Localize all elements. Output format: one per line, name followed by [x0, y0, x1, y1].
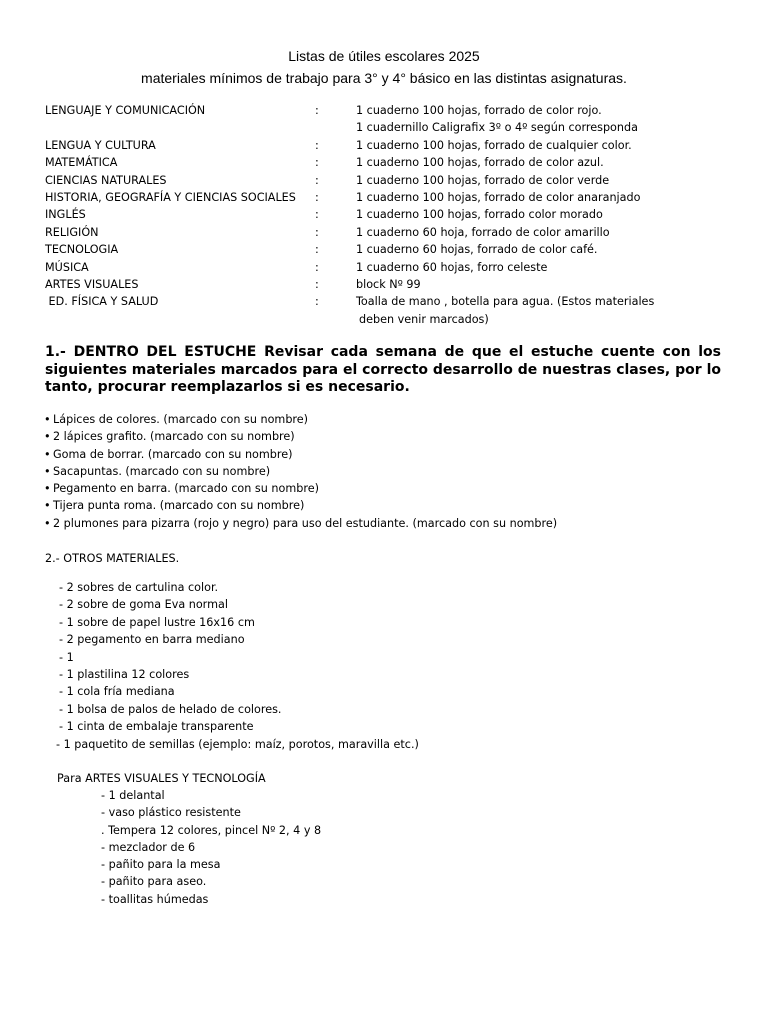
- pencil-case-section-heading: 1.- DENTRO DEL ESTUCHE Revisar cada semana de que el estuche cuente con los siguientes materiales marcados para el correcto desarrollo de nuestras clases, por lo tanto, procurar reemplazarlos si es necesario.: [45, 344, 721, 395]
- list-item: [44, 446, 744, 463]
- page-subtitle: materiales mínimos de trabajo para 3° y 4° básico en las distintas asignaturas.: [141, 70, 627, 86]
- pencil-case-list: [44, 411, 744, 532]
- subject-materials-continuation: deben venir marcados): [359, 312, 489, 326]
- bullet-icon: •: [44, 482, 51, 496]
- subject-colon: :: [315, 173, 319, 187]
- subject-name: LENGUAJE Y COMUNICACIÓN: [45, 104, 206, 117]
- other-materials-list: [56, 579, 709, 753]
- subject-colon: :: [315, 156, 319, 170]
- subject-materials: 1 cuaderno 100 hojas, forrado color morado: [356, 208, 603, 222]
- subject-materials: 1 cuaderno 60 hojas, forro celeste: [356, 260, 548, 274]
- subject-colon: :: [315, 225, 319, 239]
- subject-colon: :: [315, 243, 319, 257]
- list-item: - 1 plastilina 12 colores: [59, 667, 190, 681]
- subject-row: [45, 189, 745, 206]
- subject-row: [45, 172, 745, 189]
- subject-colon: :: [315, 208, 319, 222]
- list-item: - 1 cola fría mediana: [59, 685, 175, 699]
- subject-colon: :: [315, 260, 319, 274]
- subject-colon: :: [315, 277, 319, 291]
- subject-name: INGLÉS: [45, 208, 86, 222]
- art-technology-heading: Para ARTES VISUALES Y TECNOLOGÍA: [57, 772, 266, 785]
- subject-row: [45, 241, 745, 258]
- list-item-text: Tijera punta roma. (marcado con su nombre): [53, 499, 305, 513]
- subject-materials: 1 cuaderno 100 hojas, forrado de color rojo.: [356, 104, 602, 117]
- other-materials-heading: 2.- OTROS MATERIALES.: [45, 552, 180, 565]
- subject-materials: 1 cuaderno 60 hojas, forrado de color café.: [356, 243, 598, 257]
- list-item: [44, 428, 744, 445]
- subject-row: [45, 137, 745, 154]
- subject-row: [45, 259, 745, 276]
- list-item: - pañito para la mesa: [101, 858, 221, 872]
- subject-name: MATEMÁTICA: [45, 156, 118, 170]
- subject-name: ARTES VISUALES: [45, 277, 139, 291]
- subject-materials: 1 cuaderno 60 hoja, forrado de color amarillo: [356, 225, 610, 239]
- list-item: - 1 sobre de papel lustre 16x16 cm: [59, 615, 255, 629]
- subject-name: TECNOLOGIA: [45, 243, 119, 257]
- list-item-text: Goma de borrar. (marcado con su nombre): [53, 447, 293, 461]
- subject-colon: :: [315, 104, 319, 117]
- list-item: . Tempera 12 colores, pincel Nº 2, 4 y 8: [101, 823, 322, 837]
- subject-name: LENGUA Y CULTURA: [45, 138, 156, 152]
- list-item: - 2 sobre de goma Eva normal: [59, 598, 228, 612]
- subject-colon: :: [315, 190, 319, 204]
- subject-materials: 1 cuaderno 100 hojas, forrado de cualquier color.: [356, 138, 632, 152]
- subject-name: RELIGIÓN: [45, 225, 99, 239]
- list-item: [44, 497, 744, 514]
- list-item-text: 2 lápices grafito. (marcado con su nombre): [53, 430, 295, 444]
- list-item: [44, 515, 744, 532]
- subject-row: [45, 224, 745, 241]
- list-item-text: Pegamento en barra. (marcado con su nombre): [53, 482, 319, 496]
- subject-row: [45, 119, 745, 136]
- subject-row-continuation: [45, 311, 745, 328]
- subject-row: [45, 293, 745, 310]
- art-technology-list: [101, 787, 701, 908]
- bullet-icon: •: [44, 516, 51, 530]
- list-item: - 2 pegamento en barra mediano: [59, 633, 245, 647]
- list-item: [44, 463, 744, 480]
- subject-name: ED. FÍSICA Y SALUD: [45, 295, 159, 309]
- subject-row: [45, 276, 745, 293]
- list-item: - 1 cinta de embalaje transparente: [59, 720, 254, 734]
- list-item-text: Sacapuntas. (marcado con su nombre): [53, 464, 271, 478]
- list-item: - 1: [59, 650, 74, 664]
- subject-name: HISTORIA, GEOGRAFÍA Y CIENCIAS SOCIALES: [45, 190, 296, 204]
- list-item: - 1 delantal: [101, 789, 165, 802]
- list-item-text: 2 plumones para pizarra (rojo y negro) para uso del estudiante. (marcado con su nombre): [53, 516, 558, 530]
- list-item: [44, 411, 744, 428]
- list-item: - pañito para aseo.: [101, 875, 207, 889]
- subject-row: [45, 206, 745, 223]
- subject-materials: block Nº 99: [356, 277, 421, 291]
- subject-materials: 1 cuadernillo Caligrafix 3º o 4º según corresponda: [356, 121, 638, 135]
- bullet-icon: •: [44, 430, 51, 444]
- bullet-icon: •: [44, 499, 51, 513]
- list-item: - vaso plástico resistente: [101, 806, 241, 820]
- subject-materials: 1 cuaderno 100 hojas, forrado de color verde: [356, 173, 610, 187]
- list-item: - mezclador de 6: [101, 840, 196, 854]
- subject-materials: 1 cuaderno 100 hojas, forrado de color azul.: [356, 156, 604, 170]
- list-item: - 1 bolsa de palos de helado de colores.: [59, 702, 282, 716]
- list-item: [44, 480, 744, 497]
- subject-row: [45, 102, 745, 119]
- subject-colon: :: [315, 138, 319, 152]
- bullet-icon: •: [44, 447, 51, 461]
- subject-list: [45, 102, 745, 328]
- subject-materials: 1 cuaderno 100 hojas, forrado de color anaranjado: [356, 190, 641, 204]
- subject-colon: :: [315, 295, 319, 309]
- subject-name: CIENCIAS NATURALES: [45, 173, 167, 187]
- bullet-icon: •: [44, 413, 51, 426]
- subject-materials: Toalla de mano , botella para agua. (Estos materiales: [356, 295, 655, 309]
- bullet-icon: •: [44, 464, 51, 478]
- list-item-text: Lápices de colores. (marcado con su nombre): [53, 413, 309, 426]
- subject-row: [45, 154, 745, 171]
- page-title: Listas de útiles escolares 2025: [288, 48, 480, 64]
- list-item: - 2 sobres de cartulina color.: [59, 581, 219, 594]
- list-item: - toallitas húmedas: [101, 892, 209, 906]
- list-item: - 1 paquetito de semillas (ejemplo: maíz, porotos, maravilla etc.): [56, 737, 419, 751]
- subject-name: MÚSICA: [45, 260, 89, 274]
